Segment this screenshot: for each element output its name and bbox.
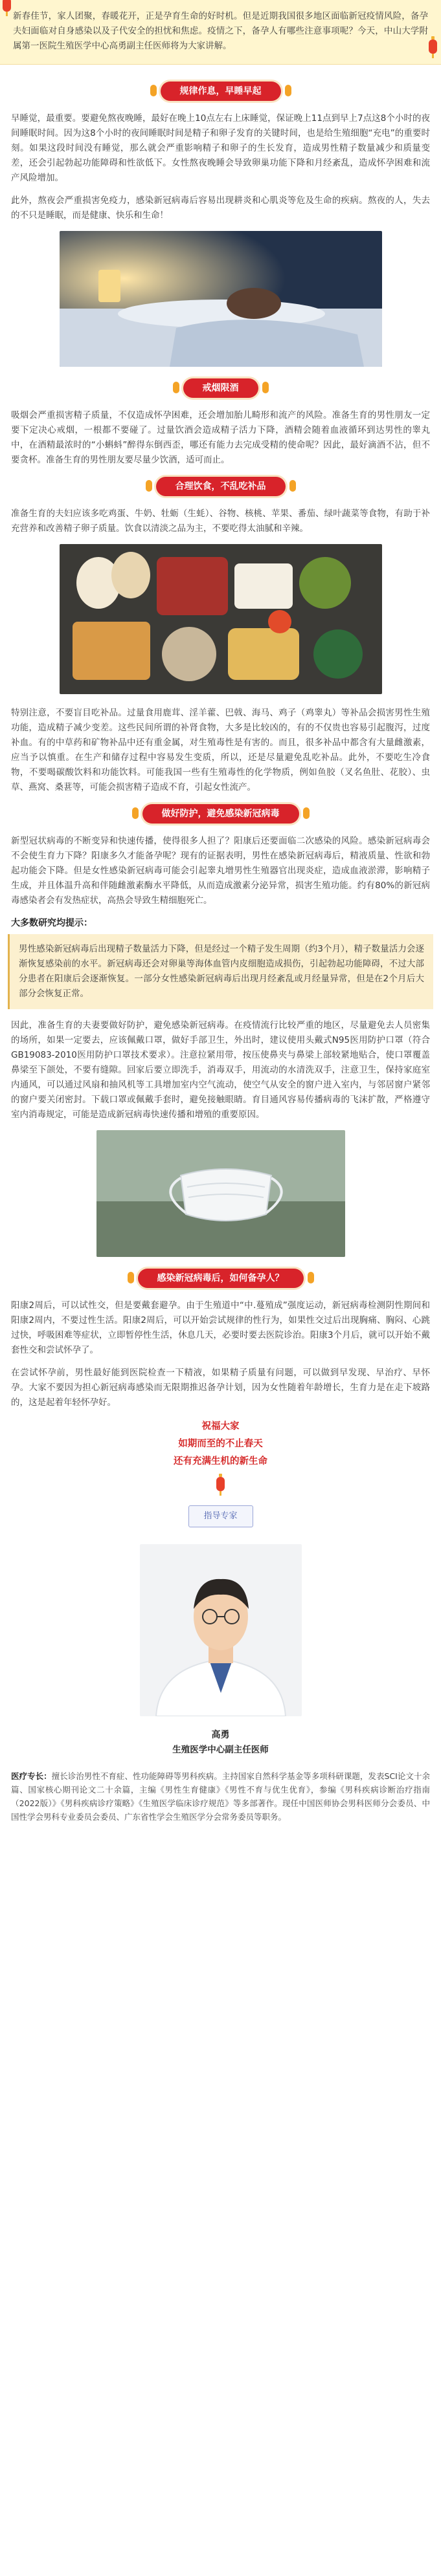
face-mask-photo — [96, 1130, 345, 1257]
wish-line: 如期而至的不止春天 — [178, 1439, 263, 1449]
lantern-icon — [429, 39, 437, 54]
lantern-icon — [3, 0, 11, 12]
paragraph: 新型冠状病毒的不断变异和快速传播，使得很多人担了？阳康后还要面临二次感染的风险。感染新冠病毒会不会使生育力下降？阳康多久才能备孕呢？现有的证据表明，男性在感染新冠病毒后，精液质量、性欲和勃起功能会下降。但是女性感染新冠病毒可能会引起睾丸增男性生殖器官出现炎症，造成血液淤滞，影响精子生成，并且体温升高和伴随雌激素酶水平降低，从而造成激素分泌异常，损害生殖功能。约有80%的新冠病毒感染者会有发热症状，高热会导致生精细胞死亡。 — [11, 836, 430, 906]
highlight-box — [8, 934, 433, 1009]
section-heading — [156, 477, 286, 496]
section-heading-wrap — [0, 82, 441, 101]
paragraph: 此外，熬夜会严重损害免疫力，感染新冠病毒后容易出现耕炎和心肌炎等危及生命的疾病。熬夜的人，失去的不只是睡眠，而是健康、快乐和生命！ — [11, 195, 430, 221]
highlight-text: 男性感染新冠病毒后出现精子数量活力下降，但是经过一个精子发生周期（约3个月），精子数量活力会逐渐恢复感染前的水平。新冠病毒还会对卵巢等海体血管内皮细胞造成损伤，引起勃起功能障碍，不过大部分患者在阳康后会逐渐恢复。一部分女性感染新冠病毒后出现月经紊乱或月经量异常，但是在2个月后大部分会恢复正常。 — [19, 944, 424, 999]
lantern-icon — [303, 807, 310, 819]
section-heading-wrap — [0, 1269, 441, 1288]
doctor-bio — [11, 1769, 430, 1824]
section-heading-text: 做好防护，避免感染新冠病毒 — [161, 809, 280, 819]
wish-line: 祝福大家 — [201, 1421, 240, 1432]
lantern-icon — [216, 1477, 225, 1491]
doctor-name: 高勇 — [211, 1730, 230, 1740]
healthy-food-photo — [60, 544, 382, 694]
intro-box — [0, 0, 441, 65]
lantern-icon — [150, 85, 157, 96]
paragraph: 在尝试怀孕前，男性最好能到医院检查一下精液，如果精子质量有问题，可以做到早发现、早治疗、早怀孕。大家不要因为担心新冠病毒感染而无限期推迟备孕计划，因为女性随着年龄增长，生育力是在走下坡路的，这是起着年轻怀孕好。 — [11, 1368, 430, 1408]
lantern-icon — [173, 382, 179, 393]
section-heading — [161, 82, 281, 101]
lantern-icon — [289, 480, 296, 492]
doctor-portrait — [140, 1544, 302, 1716]
section-heading — [142, 804, 299, 824]
wishes — [0, 1418, 441, 1470]
lantern-divider — [0, 1477, 441, 1494]
section-heading-wrap — [0, 804, 441, 824]
section-heading-text: 合理饮食，不乱吃补品 — [175, 481, 266, 492]
expert-tag: 指导专家 — [188, 1505, 253, 1527]
paragraph: 阳康2周后，可以试性交，但是要戴套避孕。由于生殖道中“中.蔓殖成”强度运动，新冠病毒检测阴性期间和阳康2周内，不要过性生活。阳康2周后，可以开始尝试规律的性行为，如果性交过后出现胸痛、胸闷、心跳过快，呼吸困难等症状，立即暂停性生活，休息几天，必要时要去医院诊治。阳康3个月后，就可以开始不戴套性交和尝试怀孕了。 — [11, 1300, 430, 1355]
bio-label: 医疗专长： — [11, 1771, 52, 1781]
lantern-icon — [132, 807, 139, 819]
intro-text: 新春佳节，家人团聚，春暖花开，正是孕育生命的好时机。但是近期我国很多地区面临新冠疫情风险，备孕夫妇面临对自身感染以及子代安全的担忧和焦虑。疫情之下，备孕人有哪些注意事项呢？今天，中山大学附属第一医院生殖医学中心高勇副主任医师将为大家讲解。 — [13, 11, 428, 51]
paragraph: 吸烟会严重损害精子质量，不仅造成怀孕困难，还会增加胎儿畸形和流产的风险。准备生育的男性朋友一定要下定决心戒烟，一根都不要碰了。过量饮酒会造成精子活力下降，酒精会随着血液循环到达男性的睾丸中，在酒精最浓时的“小蝌蚪”醉得东倒西歪，哪还有能力去完成受精的使命呢？因此，最好滴酒不沾，但不要贪杯。准备生育的男性朋友要尽量少饮酒，适可而止。 — [11, 410, 430, 465]
section-heading-wrap — [0, 378, 441, 398]
lantern-icon — [285, 85, 291, 96]
lantern-icon — [262, 382, 269, 393]
bio-text: 擅长诊治男性不育症、性功能障碍等男科疾病。主持国家自然科学基金等多项科研课题，发表SCI论文十余篇、国家核心期刊论文二十余篇，主编《男性生育健康》《男性不育与优生优育》，参编《男科疾病诊断治疗指南（2022版）》《男科疾病诊疗策略》《生殖医学临床诊疗规范》等多部著作。现任中国医师协会男科医师分会委员、中国性学会男科专业委员会委员、广东省性学会生殖医学分会常务委员等职务。 — [11, 1771, 430, 1822]
sleeping-person-photo — [60, 231, 382, 367]
section-heading — [183, 378, 258, 398]
wish-line: 还有充满生机的新生命 — [174, 1456, 267, 1467]
section-heading-text: 戒烟限酒 — [202, 383, 239, 393]
subheading: 大多数研究均提示： — [11, 918, 93, 928]
paragraph: 早睡觉，最重要。要避免熬夜晚睡，最好在晚上10点左右上床睡觉，保证晚上11点到早上7点这8个小时的夜间睡眠时间。因为这8个小时的夜间睡眠时间是精子和卵子发育的关键时间，也是给生殖细胞“充电”的重要时刻。如果这段时间没有睡觉，那么就会严重影响精子和卵子的生长发育，造成男性精子数量减少和质量变差，还会引起勃起功能障碍和性欲低下。女性熬夜晚睡会导致卵巢功能下降和月经紊乱，造成怀孕困难和流产风险增加。 — [11, 113, 430, 183]
lantern-icon — [128, 1272, 134, 1283]
section-heading-wrap — [0, 477, 441, 496]
paragraph: 因此，准备生育的夫妻要做好防护，避免感染新冠病毒。在疫情流行比较严重的地区，尽量避免去人员密集的场所，如果一定要去，应该佩戴口罩，做好手部卫生，外出时，建议使用头戴式N95医用防护口罩（符合GB19083-2010医用防护口罩技术要求）。注意拉紧用带，按压使鼻夹与鼻梁上部较紧地贴合，使口罩覆盖鼻梁至下颌处，不要有缝隙。回家后要立即洗手，消毒双手，用流动的水清洗双手，注意卫生，保持家庭室内通风，可以通过风扇和抽风机等工具增加室内空气流动，使空气从安全的窗户进入室内，与邻居窗户紧邻的窗户要关闭密封。下载口罩或佩戴手套时，避免接触眼睛。育目通风容易传播病毒的飞沫扩散，严格遵守室内消毒规定，可能是造成新冠病毒快速传播和增殖的重要原因。 — [11, 1020, 430, 1120]
lantern-icon — [308, 1272, 314, 1283]
section-heading-text: 规律作息，早睡早起 — [179, 86, 262, 96]
doctor-title: 生殖医学中心副主任医师 — [172, 1745, 269, 1755]
lantern-icon — [146, 480, 152, 492]
section-heading — [138, 1269, 304, 1288]
section-heading-text: 感染新冠病毒后，如何备孕人？ — [157, 1273, 284, 1283]
paragraph: 准备生育的夫妇应该多吃鸡蛋、牛奶、牡蛎（生蚝）、谷物、核桃、苹果、番茄、绿叶蔬菜等食物，有助于补充营养和改善精子卵子质量。饮食以清淡之品为主，不要吃得太油腻和辛辣。 — [11, 508, 430, 534]
paragraph: 特别注意，不要盲目吃补品。过量食用鹿茸、淫羊藿、巴戟、海马、鸡子（鸡睾丸）等补品会损害男性生殖功能，造成精子减少变差。这些民间所谓的补肾食物，大多是比较凶的，有的不仅贵也容易引起腹泻，过度补血。有的中草药和矿物补品中还有重金属，对生殖毒性是有害的。而且，很多补品中都含有大量雌激素，应当予以慎重。在生产和储存过程中容易发生变质，所以，还是尽量避免乱吃补品。此外，不要吃生冷食物，不要喝碳酸饮料和功能饮料。可能我国一些有生殖毒性的化学物质，例如鱼胶（叉名鱼肚、花胶）、虫草、燕窝、桑葚等，可能会损害精子造成不育，引起女性流产。 — [11, 708, 430, 792]
